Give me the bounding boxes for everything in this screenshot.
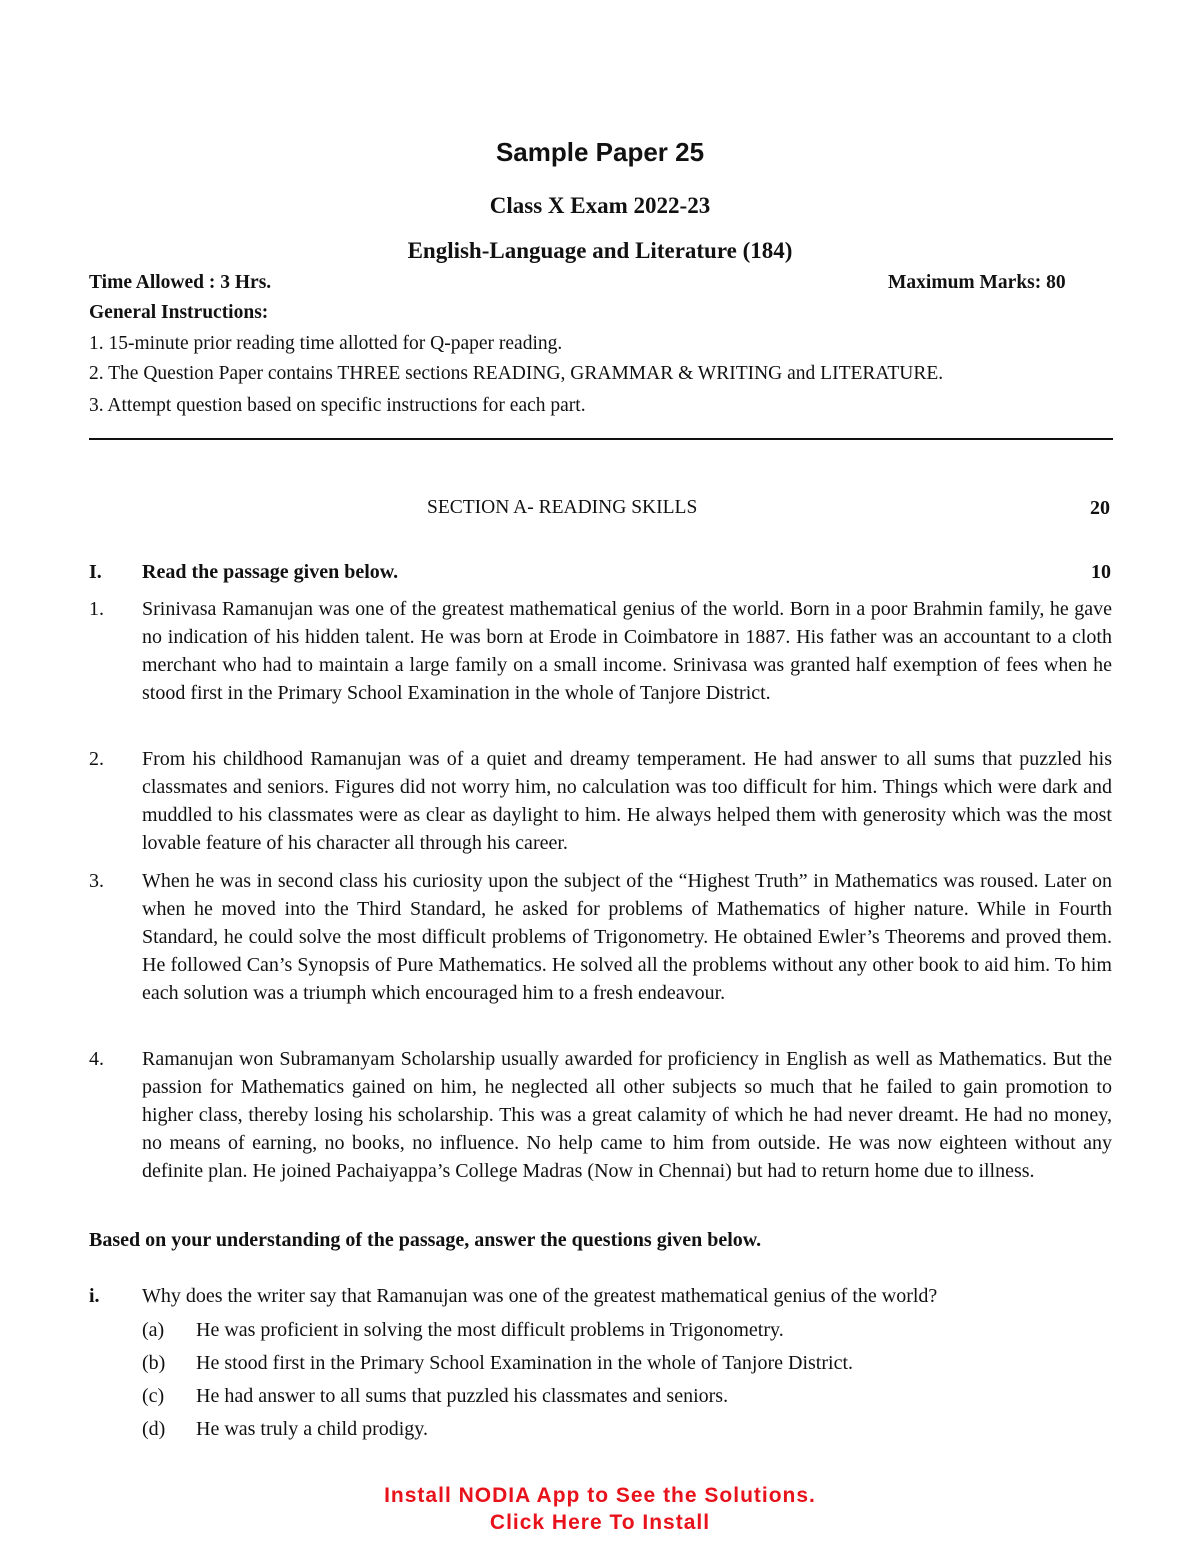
option-text-c: He had answer to all sums that puzzled his classmates and seniors. — [196, 1385, 729, 1407]
question-prompt: Read the passage given below. — [142, 561, 399, 583]
instruction-item: 3. Attempt question based on specific instructions for each part. — [89, 395, 586, 416]
paragraph-number: 2. — [89, 748, 104, 770]
option-text-b: He stood first in the Primary School Examination in the whole of Tanjore District. — [196, 1352, 854, 1374]
passage-paragraph: From his childhood Ramanujan was of a quiet and dreamy temperament. He had answer to all sums that puzzled his classmates and seniors. Figures did not worry him, no calculation was too difficult for him. Things which were dark and muddled to his classmates were as clear as daylight to him. He always helped them with generosity which was the most lovable feature of his character all through his career. — [142, 748, 1112, 854]
exam-title: Class X Exam 2022-23 — [489, 193, 711, 218]
question-marks: 10 — [1091, 561, 1111, 583]
instruction-item: 1. 15-minute prior reading time allotted for Q-paper reading. — [89, 333, 563, 354]
option-letter-a: (a) — [142, 1319, 165, 1341]
sub-question-text: Why does the writer say that Ramanujan was one of the greatest mathematical genius of the world? — [142, 1285, 938, 1307]
paragraph-number: 4. — [89, 1048, 104, 1070]
sub-question-number: i. — [89, 1285, 100, 1307]
header-divider — [89, 438, 1113, 440]
passage-paragraph: Ramanujan won Subramanyam Scholarship usually awarded for proficiency in English as well as Mathematics. But the passion for Mathematics gained on him, he neglected all other subjects so much that he failed to gain promotion to higher class, thereby losing his scholarship. This was a great calamity of which he had never dreamt. He had no money, no means of earning, no books, no influence. No help came to him from outside. He was now eighteen without any definite plan. He joined Pachaiyappa’s College Madras (Now in Chennai) but had to return home due to illness. — [142, 1048, 1112, 1182]
paragraph-number: 3. — [89, 870, 104, 892]
maximum-marks: Maximum Marks: 80 — [888, 272, 1066, 293]
passage-paragraph: Srinivasa Ramanujan was one of the greatest mathematical genius of the world. Born in a poor Brahmin family, he gave no indication of his hidden talent. He was born at Erode in Coimbatore in 1887. His father was an accountant to a cloth merchant who had to maintain a large family on a small income. Srinivasa was granted half exemption of fees when he stood first in the Primary School Examination in the whole of Tanjore District. — [142, 598, 1112, 704]
click-to-install-link[interactable]: Click Here To Install — [489, 1511, 711, 1534]
install-app-link[interactable]: Install NODIA App to See the Solutions. — [384, 1484, 816, 1507]
question-number: I. — [89, 561, 102, 583]
instruction-item: 2. The Question Paper contains THREE sections READING, GRAMMAR & WRITING and LITERATURE. — [89, 363, 944, 384]
option-letter-d: (d) — [142, 1418, 166, 1440]
paragraph-number: 1. — [89, 598, 104, 620]
section-title: SECTION A- READING SKILLS — [427, 497, 698, 518]
page-title: Sample Paper 25 — [495, 137, 705, 167]
section-marks: 20 — [1090, 497, 1110, 519]
passage-paragraph: When he was in second class his curiosity upon the subject of the “Highest Truth” in Mathematics was roused. Later on when he moved into the Third Standard, he asked for problems of Mathematics of higher nature. While in Fourth Standard, he could solve the most difficult problems of Trigonometry. He obtained Ewler’s Theorems and proved them. He followed Can’s Synopsis of Pure Mathematics. He solved all the problems without any other book to aid him. To him each solution was a triumph which encouraged him to a fresh endeavour. — [142, 870, 1112, 1004]
option-letter-b: (b) — [142, 1352, 166, 1374]
based-on-instruction: Based on your understanding of the passage, answer the questions given below. — [89, 1229, 762, 1251]
time-allowed: Time Allowed : 3 Hrs. — [89, 272, 272, 293]
general-instructions-heading: General Instructions: — [89, 302, 269, 323]
subject-title: English-Language and Literature (184) — [407, 238, 793, 263]
option-letter-c: (c) — [142, 1385, 165, 1407]
option-text-d: He was truly a child prodigy. — [196, 1418, 428, 1440]
option-text-a: He was proficient in solving the most difficult problems in Trigonometry. — [196, 1319, 784, 1341]
